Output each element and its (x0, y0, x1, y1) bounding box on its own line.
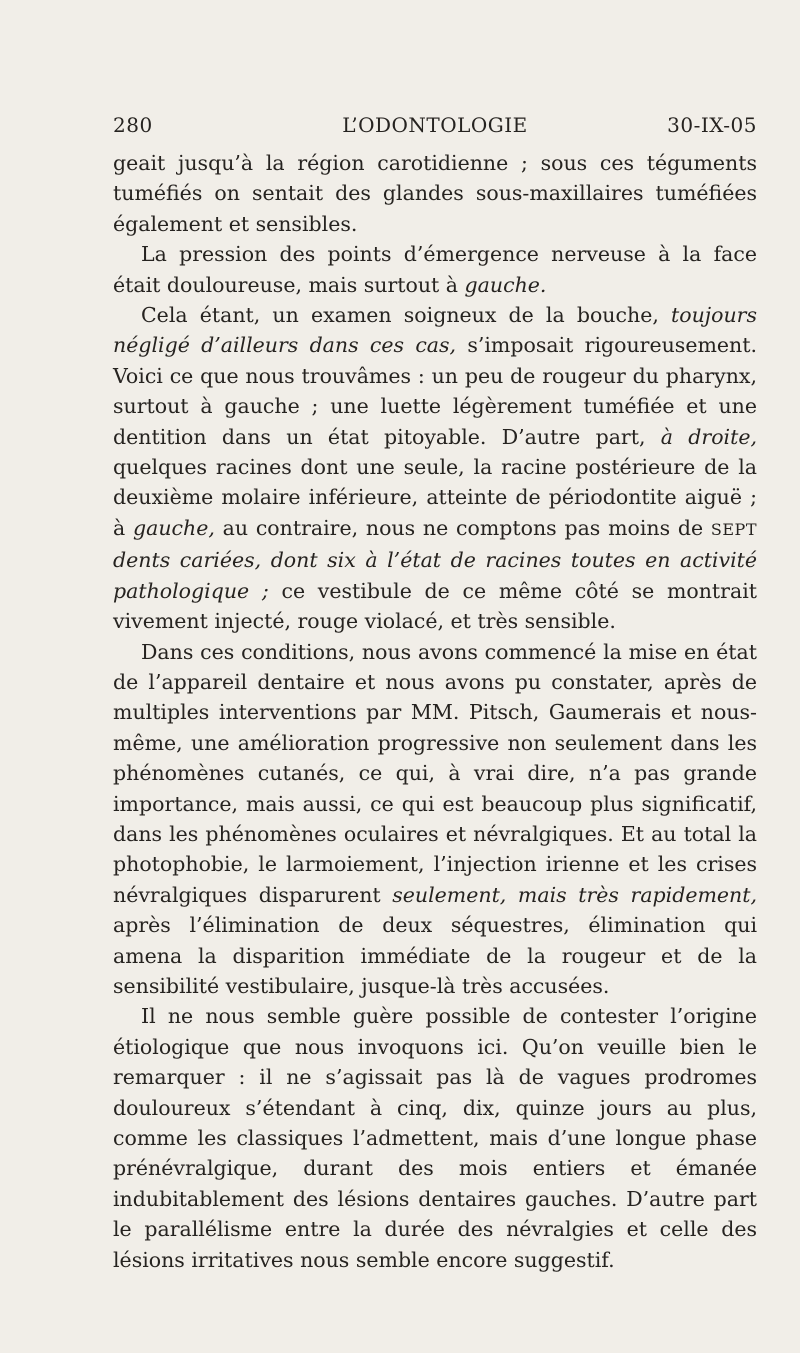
journal-title: L’ODONTOLOGIE (342, 113, 528, 137)
paragraph-5: Il ne nous semble guère possible de contester l’origine étiologique que nous invoquons ici. Qu’on veuille bien le remarquer : il ne s’agissait pas là de vagues prodromes douloureux s’étendant à cinq, dix, quinze jours au plus, comme les classiques l’admettent, mais d’une longue phase prénévralgique, durant des mois entiers et émanée indubitablement des lésions dentaires gauches. D’autre part le parallélisme entre la durée des névralgies et celle des lésions irritatives nous semble encore suggestif. (113, 1004, 757, 1272)
paragraph-3: Cela étant, un examen soigneux de la bouche, toujours négligé d’ailleurs dans ces cas, s’imposait rigoureusement. Voici ce que nous trouvâmes : un peu de rougeur du pharynx, surtout à gauche ; une luette légèrement tuméfiée et une dentition dans un état pitoyable. D’autre part, à droite, quelques racines dont une seule, la racine postérieure de la deuxième molaire inférieure, atteinte de périodontite aiguë ; à gauche, au contraire, nous ne comptons pas moins de SEPT dents cariées, dont six à l’état de racines toutes en activité pathologique ; ce vestibule de ce même côté se montrait vivement injecté, rouge violacé, et très sensible. (113, 303, 757, 634)
body-text (113, 148, 757, 1275)
paragraph-1: geait jusqu’à la région carotidienne ; sous ces téguments tuméfiés on sentait des glandes sous-maxillaires tuméfiées également et sensibles. (113, 151, 757, 236)
paragraph-4: Dans ces conditions, nous avons commencé la mise en état de l’appareil dentaire et nous avons pu constater, après de multiples interventions par MM. Pitsch, Gaumerais et nous-même, une amélioration progressive non seulement dans les phénomènes cutanés, ce qui, à vrai dire, n’a pas grande importance, mais aussi, ce qui est beaucoup plus significatif, dans les phénomènes oculaires et névralgiques. Et au total la photophobie, le larmoiement, l’injection irienne et les crises névralgiques disparurent seulement, mais très rapidement, après l’élimination de deux séquestres, élimination qui amena la disparition immédiate de la rougeur et de la sensibilité vestibulaire, jusque-là très accusées. (113, 639, 757, 998)
running-header (113, 113, 757, 143)
paragraph-2: La pression des points d’émergence nerveuse à la face était douloureuse, mais surtout à gauche. (113, 242, 757, 297)
issue-date: 30-IX-05 (667, 113, 757, 137)
page-number: 280 (113, 113, 153, 137)
